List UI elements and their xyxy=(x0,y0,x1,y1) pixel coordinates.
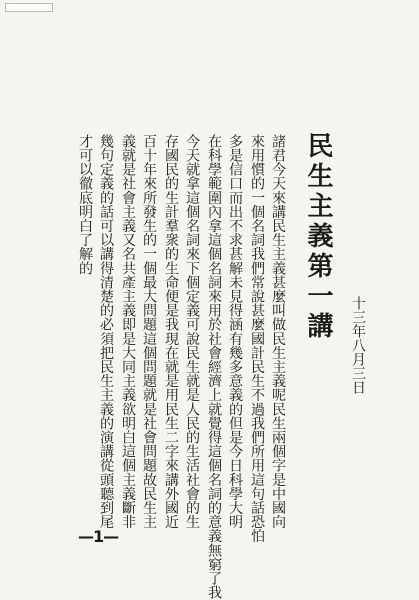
text-column-2: 來用慣的一個名詞我們常說甚麼國計民生不過我們所用這句話恐怕 xyxy=(249,134,265,543)
text-column-9: 幾句定義的話可以講得清楚的必須把民生主義的演講從頭聽到尾 xyxy=(98,134,114,529)
lecture-date: 十三年八月三日 xyxy=(350,296,366,394)
text-column-4: 在科學範圍內拿這個名詞來用於社會經濟上就覺得這個名詞的意義無窮了我 xyxy=(206,134,222,600)
text-column-3: 多是信口而出不求甚解未見得涵有幾多意義的但是今日科學大明 xyxy=(227,134,243,529)
page-title: 民生主義第一講 xyxy=(303,132,333,342)
text-column-8: 義就是社會主義又名共產主義即是大同主義欲明白這個主義斷非 xyxy=(120,134,136,529)
text-column-5: 今天就拿這個名詞來下個定義可說民生就是人民的生活社會的生 xyxy=(184,134,200,529)
text-column-6: 存國民的生計羣衆的生命便是我現在就是用民生二字來講外國近 xyxy=(163,134,179,529)
library-stamp xyxy=(5,3,53,12)
text-column-1: 諸君今天來講民生主義甚麼叫做民生主義呢民生兩個字是中國向 xyxy=(270,134,286,529)
text-column-10: 才可以徹底明白了解的 xyxy=(77,134,93,275)
page-number: —1— xyxy=(78,527,119,546)
text-column-7: 百十年來所發生的一個最大問題這個問題就是社會問題故民生主 xyxy=(141,134,157,529)
